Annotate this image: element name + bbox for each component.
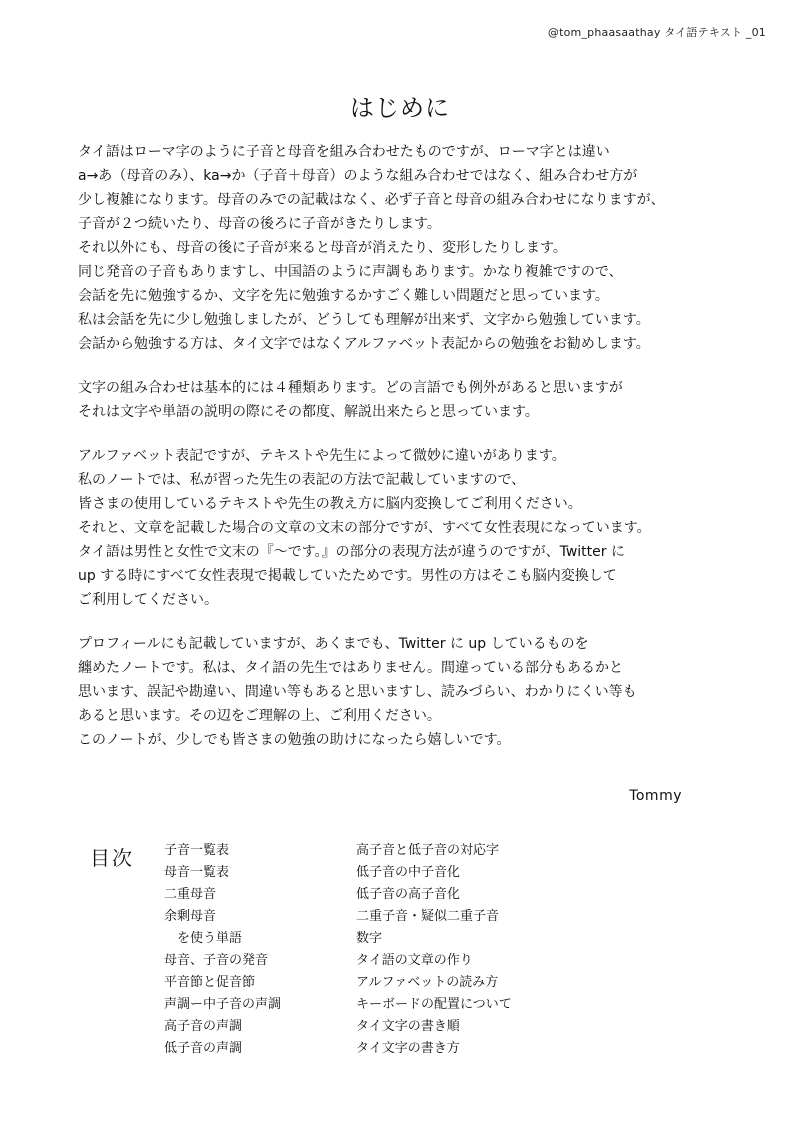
text-line: 私は会話を先に少し勉強しましたが、どうしても理解が出来ず、文字から勉強しています。 [78,312,650,328]
author-signature: Tommy [629,788,682,804]
toc-item: を使う単語 [177,931,243,946]
text-line: タイ語は男性と女性で文末の『～です。』の部分の表現方法が違うのですが、Twitter に [78,544,625,560]
toc-item: 二重母音 [164,887,217,902]
text-line: プロフィールにも記載していますが、あくまでも、Twitter に up しているものを [78,636,589,652]
text-line: それは文字や単語の説明の際にその都度、解説出来たらと思っています。 [78,404,539,420]
text-line: 纏めたノートです。私は、タイ語の先生ではありません。間違っている部分もあるかと [78,660,624,676]
text-line: 子音が２つ続いたり、母音の後ろに子音がきたりします。 [78,216,441,232]
text-line: 同じ発音の子音もありますし、中国語のように声調もあります。かなり複雑ですので、 [78,264,623,280]
text-line: あると思います。その辺をご理解の上、ご利用ください。 [78,708,441,724]
text-line: 思います、誤記や勘違い、間違い等もあると思いますし、読みづらい、わかりにくい等も [78,684,637,700]
intro-paragraph [78,140,738,356]
text-line: up する時にすべて女性表現で掲載していたためです。男性の方はそこも脳内変換して [78,568,617,584]
toc-heading: 目次 [90,846,134,870]
toc-item: 平音節と促音節 [164,975,256,990]
toc-column-right [356,840,512,1060]
text-line: 少し複雑になります。母音のみでの記載はなく、必ず子音と母音の組み合わせになりますが、 [78,192,665,208]
text-line: タイ語はローマ字のように子音と母音を組み合わせたものですが、ローマ字とは違い [78,144,610,160]
toc-item: 高子音の声調 [164,1019,243,1034]
toc-item: 低子音の高子音化 [356,887,461,902]
toc-item: タイ語の文章の作り [356,953,473,968]
text-line: a→あ（母音のみ）、ka→か（子音＋母音）のような組み合わせではなく、組み合わせ方が [78,168,638,184]
document-header-tag: @tom_phaasaathay タイ語テキスト _01 [547,26,766,39]
toc-item: 母音、子音の発音 [164,953,269,968]
text-line: それと、文章を記載した場合の文章の文末の部分ですが、すべて女性表現になっています。 [78,520,651,536]
toc-item: 高子音と低子音の対応字 [356,843,500,858]
toc-item: 低子音の中子音化 [356,865,461,880]
text-line: アルファベット表記ですが、テキストや先生によって微妙に違いがあります。 [78,448,566,464]
toc-item: 低子音の声調 [164,1041,243,1056]
disclaimer-paragraph [78,632,738,752]
toc-item: アルファベットの読み方 [356,975,499,990]
toc-item: タイ文字の書き順 [356,1019,460,1034]
text-line: それ以外にも、母音の後に子音が来ると母音が消えたり、変形したりします。 [78,240,567,256]
toc-item: 声調ー中子音の声調 [164,997,282,1012]
text-line: 会話から勉強する方は、タイ文字ではなくアルファベット表記からの勉強をお勧めします。 [78,336,650,352]
toc-item: 二重子音・疑似二重子音 [356,909,500,924]
text-line: 文字の組み合わせは基本的には４種類あります。どの言語でも例外があると思いますが [78,380,623,396]
text-line: 皆さまの使用しているテキストや先生の教え方に脳内変換してご利用ください。 [78,496,582,512]
combination-paragraph [78,376,738,424]
intro-body [78,140,738,752]
toc-item: 母音一覧表 [164,865,230,880]
text-line: このノートが、少しでも皆さまの勉強の助けになったら嬉しいです。 [78,732,511,748]
page-title: はじめに [350,94,450,122]
toc-item: タイ文字の書き方 [356,1041,460,1056]
toc-item: キーボードの配置について [356,997,512,1012]
text-line: 私のノートでは、私が習った先生の表記の方法で記載していますので、 [78,472,526,488]
toc-item: 子音一覧表 [164,843,230,858]
toc-item: 数字 [356,931,383,946]
text-line: ご利用してください。 [78,592,218,608]
toc-column-left [164,840,281,1060]
notation-paragraph [78,444,738,612]
text-line: 会話を先に勉強するか、文字を先に勉強するかすごく難しい問題だと思っています。 [78,288,609,304]
toc-item: 余剰母音 [164,909,217,924]
